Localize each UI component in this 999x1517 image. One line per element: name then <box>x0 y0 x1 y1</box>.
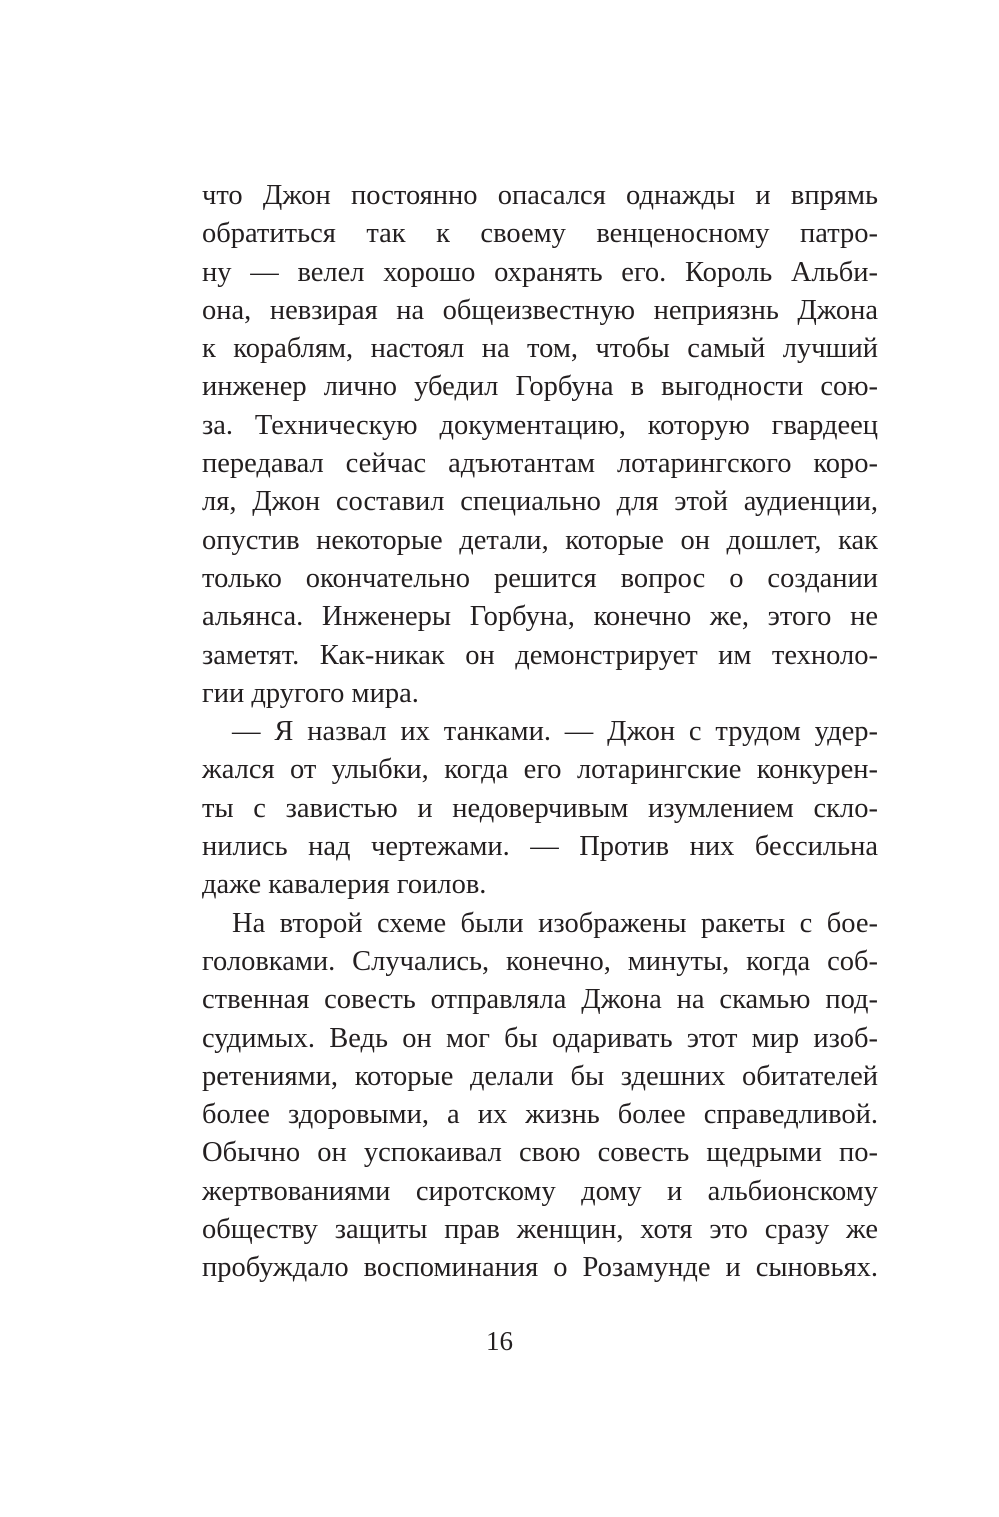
text-line: жался от улыбки, когда его лотарингские конкурен- <box>202 754 878 786</box>
text-line: Обычно он успокаивал свою совесть щедрыми по- <box>202 1137 878 1169</box>
text-line: передавал сейчас адъютантам лотарингского коро- <box>202 448 878 480</box>
text-line: она, невзирая на общеизвестную неприязнь Джона <box>202 294 878 326</box>
text-line: ственная совесть отправляла Джона на скамью под- <box>202 984 878 1016</box>
text-line: — Я назвал их танками. — Джон с трудом удер- <box>232 716 878 748</box>
text-line: ну — велел хорошо охранять его. Король Альби- <box>202 256 878 288</box>
text-line: На второй схеме были изображены ракеты с бое- <box>232 907 878 939</box>
text-line: к кораблям, настоял на том, чтобы самый лучший <box>202 333 878 365</box>
text-line: жертвованиями сиротскому дому и альбионскому <box>202 1175 878 1207</box>
text-line: гии другого мира. <box>202 677 419 709</box>
text-line: ретениями, которые делали бы здешних обитателей <box>202 1060 878 1092</box>
text-line: опустив некоторые детали, которые он дошлет, как <box>202 524 878 556</box>
text-line: альянса. Инженеры Горбуна, конечно же, этого не <box>202 601 878 633</box>
text-line: пробуждало воспоминания о Розамунде и сыновьях. <box>202 1252 878 1284</box>
text-line: ля, Джон составил специально для этой аудиенции, <box>202 486 878 518</box>
text-line: нились над чертежами. — Против них бессильна <box>202 831 878 863</box>
text-line: что Джон постоянно опасался однажды и впрямь <box>202 180 878 211</box>
text-line: обществу защиты прав женщин, хотя это сразу же <box>202 1214 878 1246</box>
text-line: только окончательно решится вопрос о создании <box>202 562 878 594</box>
text-line: головками. Случались, конечно, минуты, когда соб- <box>202 945 878 977</box>
text-line: ты с завистью и недоверчивым изумлением скло- <box>202 792 878 824</box>
paragraph-1 <box>202 177 878 713</box>
body-text <box>202 177 878 1288</box>
text-line: за. Техническую документацию, которую гвардеец <box>202 409 878 441</box>
paragraph-2 <box>202 713 878 904</box>
paragraph-3 <box>202 905 878 1288</box>
text-line: даже кавалерия гоилов. <box>202 869 487 901</box>
text-line: инженер лично убедил Горбуна в выгодности сою- <box>202 371 878 403</box>
text-line: заметят. Как-никак он демонстрирует им техноло- <box>202 639 878 671</box>
text-line: более здоровыми, а их жизнь более справедливой. <box>202 1099 878 1131</box>
page-number: 16 <box>486 1326 513 1356</box>
text-line: судимых. Ведь он мог бы одаривать этот мир изоб- <box>202 1022 878 1054</box>
text-line: обратиться так к своему венценосному патро- <box>202 218 878 250</box>
